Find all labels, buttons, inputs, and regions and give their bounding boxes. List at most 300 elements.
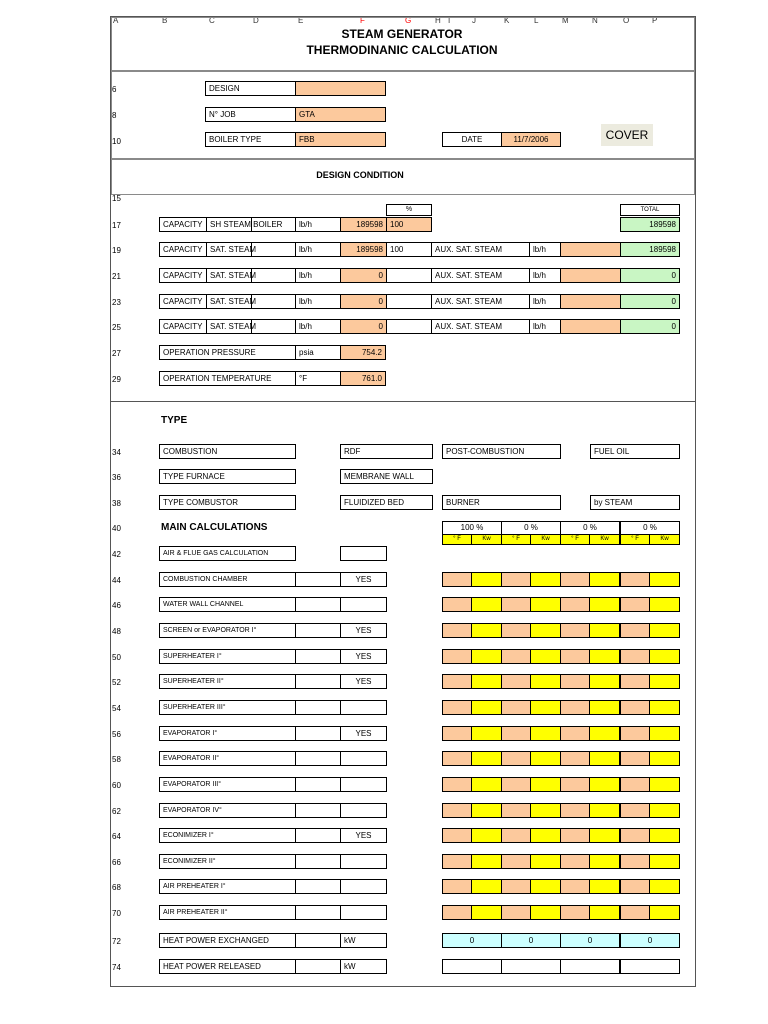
power-cell[interactable]	[589, 597, 620, 612]
capacity-total: 0	[620, 294, 680, 309]
capacity-total: 189598	[620, 217, 680, 232]
heat-power-value: 0	[442, 933, 502, 948]
temperature-cell[interactable]	[620, 854, 650, 869]
calculation-flag[interactable]	[340, 879, 387, 894]
calculation-flag[interactable]: YES	[340, 726, 387, 741]
cell-divider	[251, 294, 252, 309]
heat-power-value: 0	[501, 933, 561, 948]
temperature-cell[interactable]	[442, 623, 472, 638]
temp-unit-header: ° F	[560, 534, 590, 545]
calculation-flag[interactable]	[340, 777, 387, 792]
calculation-flag[interactable]	[340, 700, 387, 715]
column-letter: F	[360, 16, 365, 25]
pressure-value[interactable]: 754.2	[340, 345, 386, 360]
column-letter: M	[562, 16, 569, 25]
row-number: 70	[112, 909, 121, 919]
calculation-cell	[295, 572, 341, 587]
row-number: 60	[112, 780, 121, 790]
column-letter: E	[298, 16, 304, 25]
calculation-flag[interactable]: YES	[340, 828, 387, 843]
pressure-unit: psia	[295, 345, 341, 360]
capacity-label: CAPACITY	[159, 294, 207, 309]
column-letter: L	[534, 16, 539, 25]
percent-header: %	[386, 204, 432, 216]
heat-power-value: 0	[560, 933, 620, 948]
row-number: 66	[112, 857, 121, 867]
capacity-unit: lb/h	[295, 319, 341, 334]
temp-unit-header: ° F	[620, 534, 650, 545]
power-cell[interactable]	[530, 726, 561, 741]
aux-steam-unit: lb/h	[529, 268, 561, 283]
section-divider	[110, 401, 696, 402]
temperature-cell[interactable]	[560, 828, 590, 843]
temperature-cell[interactable]	[501, 700, 531, 715]
power-cell[interactable]	[471, 572, 502, 587]
temperature-cell[interactable]	[442, 828, 472, 843]
capacity-label: CAPACITY	[159, 268, 207, 283]
calculation-label: SCREEN or EVAPORATOR I°	[159, 623, 296, 638]
row-number: 10	[112, 137, 121, 146]
calculation-label: COMBUSTION CHAMBER	[159, 572, 296, 587]
power-cell[interactable]	[471, 905, 502, 920]
capacity-value[interactable]: 0	[340, 294, 387, 309]
power-unit-header: Kw	[530, 534, 561, 545]
temperature-cell[interactable]	[442, 572, 472, 587]
column-letter: H	[435, 16, 441, 25]
job-field[interactable]: GTA	[295, 107, 386, 122]
temperature-cell[interactable]	[560, 854, 590, 869]
power-cell[interactable]	[649, 879, 680, 894]
power-cell[interactable]	[589, 905, 620, 920]
temperature-cell[interactable]	[442, 726, 472, 741]
calculation-flag[interactable]	[340, 546, 387, 561]
power-cell[interactable]	[471, 879, 502, 894]
temperature-cell[interactable]	[620, 674, 650, 689]
date-field[interactable]: 11/7/2006	[501, 132, 561, 147]
temperature-cell[interactable]	[442, 674, 472, 689]
power-cell[interactable]	[471, 623, 502, 638]
heat-power-value	[442, 959, 502, 974]
capacity-label: CAPACITY	[159, 319, 207, 334]
power-cell[interactable]	[530, 905, 561, 920]
capacity-percent	[386, 294, 432, 309]
power-cell[interactable]	[471, 751, 502, 766]
calculation-label: ECONIMIZER II°	[159, 854, 296, 869]
power-cell[interactable]	[530, 854, 561, 869]
temperature-cell[interactable]	[620, 726, 650, 741]
column-letter: G	[405, 16, 412, 25]
boiler-type-field[interactable]: FBB	[295, 132, 386, 147]
capacity-value[interactable]: 0	[340, 319, 387, 334]
power-cell[interactable]	[649, 726, 680, 741]
design-label: DESIGN	[205, 81, 296, 96]
row-number: 56	[112, 729, 121, 739]
temperature-cell[interactable]	[442, 803, 472, 818]
power-cell[interactable]	[471, 803, 502, 818]
calculation-flag[interactable]	[340, 803, 387, 818]
temperature-cell[interactable]	[560, 777, 590, 792]
temperature-cell[interactable]	[620, 777, 650, 792]
calculation-label: AIR & FLUE GAS CALCULATION	[159, 546, 296, 561]
type-option[interactable]: POST-COMBUSTION	[442, 444, 561, 459]
calculation-flag[interactable]	[340, 854, 387, 869]
column-letter: O	[623, 16, 630, 25]
aux-steam-unit: lb/h	[529, 319, 561, 334]
temperature-cell[interactable]	[620, 879, 650, 894]
calculation-cell	[295, 803, 341, 818]
power-cell[interactable]	[530, 623, 561, 638]
row-number: 8	[112, 111, 117, 120]
temperature-cell[interactable]	[501, 879, 531, 894]
row-number: 27	[112, 349, 121, 358]
temp-unit-header: ° F	[442, 534, 472, 545]
power-cell[interactable]	[471, 700, 502, 715]
heat-power-unit: kW	[340, 933, 387, 948]
heat-power-label: HEAT POWER RELEASED	[159, 959, 296, 974]
power-unit-header: Kw	[471, 534, 502, 545]
capacity-value[interactable]: 0	[340, 268, 387, 283]
calculation-label: SUPERHEATER II°	[159, 674, 296, 689]
power-cell[interactable]	[589, 726, 620, 741]
power-cell[interactable]	[589, 700, 620, 715]
capacity-label: CAPACITY	[159, 242, 207, 257]
temperature-value[interactable]: 761.0	[340, 371, 386, 386]
power-cell[interactable]	[649, 649, 680, 664]
calculation-flag[interactable]	[340, 751, 387, 766]
power-cell[interactable]	[471, 828, 502, 843]
calculation-label: EVAPORATOR IV°	[159, 803, 296, 818]
power-cell[interactable]	[530, 597, 561, 612]
row-number: 46	[112, 601, 121, 611]
aux-steam-unit: lb/h	[529, 242, 561, 257]
power-cell[interactable]	[649, 751, 680, 766]
column-letter: B	[162, 16, 168, 25]
power-cell[interactable]	[530, 649, 561, 664]
power-cell[interactable]	[471, 854, 502, 869]
aux-steam-value[interactable]	[560, 242, 621, 257]
type-option[interactable]: FLUIDIZED BED	[340, 495, 433, 510]
capacity-label: CAPACITY	[159, 217, 207, 232]
calculation-label: EVAPORATOR II°	[159, 751, 296, 766]
temperature-cell[interactable]	[501, 905, 531, 920]
temperature-cell[interactable]	[442, 854, 472, 869]
power-cell[interactable]	[471, 649, 502, 664]
temperature-cell[interactable]	[442, 649, 472, 664]
column-letter: K	[504, 16, 510, 25]
design-field[interactable]	[295, 81, 386, 96]
column-letter: J	[472, 16, 476, 25]
aux-steam-label: AUX. SAT. STEAM	[431, 242, 530, 257]
temperature-cell[interactable]	[620, 751, 650, 766]
temperature-cell[interactable]	[560, 726, 590, 741]
row-number: 21	[112, 272, 121, 281]
heat-power-label: HEAT POWER EXCHANGED	[159, 933, 296, 948]
temperature-cell[interactable]	[501, 854, 531, 869]
calculation-cell	[295, 751, 341, 766]
power-cell[interactable]	[530, 674, 561, 689]
calculation-cell	[295, 674, 341, 689]
power-cell[interactable]	[649, 572, 680, 587]
type-option[interactable]: FUEL OIL	[590, 444, 680, 459]
heat-power-cell	[295, 959, 341, 974]
power-cell[interactable]	[589, 828, 620, 843]
calculation-flag[interactable]: YES	[340, 572, 387, 587]
calculation-label: SUPERHEATER I°	[159, 649, 296, 664]
power-cell[interactable]	[649, 803, 680, 818]
power-cell[interactable]	[530, 879, 561, 894]
row-number: 19	[112, 246, 121, 255]
aux-steam-value[interactable]	[560, 319, 621, 334]
temperature-cell[interactable]	[560, 751, 590, 766]
temperature-cell[interactable]	[560, 597, 590, 612]
calculation-label: ECONIMIZER I°	[159, 828, 296, 843]
temperature-cell[interactable]	[442, 597, 472, 612]
calculation-flag[interactable]	[340, 905, 387, 920]
temp-unit-header: ° F	[501, 534, 531, 545]
power-cell[interactable]	[530, 828, 561, 843]
capacity-percent[interactable]: 100	[386, 217, 432, 232]
row-number: 40	[112, 524, 121, 533]
power-cell[interactable]	[649, 777, 680, 792]
calculation-flag[interactable]: YES	[340, 674, 387, 689]
calculation-cell	[295, 879, 341, 894]
row-number: 29	[112, 375, 121, 384]
power-cell[interactable]	[471, 777, 502, 792]
calculation-cell	[295, 649, 341, 664]
power-cell[interactable]	[589, 777, 620, 792]
aux-steam-label: AUX. SAT. STEAM	[431, 294, 530, 309]
capacity-percent	[386, 268, 432, 283]
power-cell[interactable]	[471, 597, 502, 612]
type-label: TYPE FURNACE	[159, 469, 296, 484]
calculation-label: EVAPORATOR I°	[159, 726, 296, 741]
calculation-label: AIR PREHEATER II°	[159, 905, 296, 920]
temperature-cell[interactable]	[501, 572, 531, 587]
column-letter: D	[253, 16, 259, 25]
temperature-cell[interactable]	[620, 905, 650, 920]
type-label: COMBUSTION	[159, 444, 296, 459]
calculation-label: AIR PREHEATER I°	[159, 879, 296, 894]
temperature-cell[interactable]	[560, 879, 590, 894]
power-cell[interactable]	[589, 674, 620, 689]
heat-power-cell	[295, 933, 341, 948]
aux-steam-unit: lb/h	[529, 294, 561, 309]
row-number: 38	[112, 499, 121, 508]
date-label: DATE	[442, 132, 502, 147]
column-letter: P	[652, 16, 658, 25]
calculation-flag[interactable]	[340, 597, 387, 612]
heat-power-unit: kW	[340, 959, 387, 974]
column-letter: C	[209, 16, 215, 25]
row-number: 34	[112, 448, 121, 457]
aux-steam-value[interactable]	[560, 294, 621, 309]
type-option[interactable]: MEMBRANE WALL	[340, 469, 433, 484]
heat-power-value	[501, 959, 561, 974]
cover-button[interactable]: COVER	[601, 124, 653, 146]
type-option[interactable]: RDF	[340, 444, 433, 459]
heat-power-value: 0	[620, 933, 680, 948]
capacity-unit: lb/h	[295, 217, 341, 232]
column-letter: A	[113, 16, 119, 25]
calculation-cell	[295, 597, 341, 612]
power-cell[interactable]	[589, 623, 620, 638]
temperature-cell[interactable]	[501, 623, 531, 638]
power-cell[interactable]	[649, 700, 680, 715]
row-number: 42	[112, 550, 121, 559]
calculation-label: SUPERHEATER III°	[159, 700, 296, 715]
temperature-cell[interactable]	[560, 803, 590, 818]
steam-type: SH STEAM BOILER	[206, 217, 296, 232]
cell-divider	[251, 268, 252, 283]
capacity-unit: lb/h	[295, 242, 341, 257]
type-option[interactable]: by STEAM	[590, 495, 680, 510]
power-cell[interactable]	[649, 854, 680, 869]
temperature-cell[interactable]	[620, 597, 650, 612]
capacity-value[interactable]: 189598	[340, 217, 387, 232]
pressure-label: OPERATION PRESSURE	[159, 345, 296, 360]
row-number: 25	[112, 323, 121, 332]
row-number: 64	[112, 832, 121, 842]
power-cell[interactable]	[649, 597, 680, 612]
page-title: STEAM GENERATOR	[341, 27, 463, 41]
calculation-cell	[295, 623, 341, 638]
row-number: 58	[112, 755, 121, 765]
calculation-label: WATER WALL CHANNEL	[159, 597, 296, 612]
load-header: 0 %	[620, 521, 680, 535]
load-header: 0 %	[501, 521, 561, 535]
temperature-cell[interactable]	[442, 777, 472, 792]
calculation-cell	[295, 700, 341, 715]
temperature-cell[interactable]	[560, 572, 590, 587]
power-cell[interactable]	[649, 674, 680, 689]
aux-steam-value[interactable]	[560, 268, 621, 283]
capacity-total: 0	[620, 268, 680, 283]
steam-type: SAT. STEAM	[206, 242, 296, 257]
temperature-cell[interactable]	[620, 828, 650, 843]
design-condition-title: DESIGN CONDITION	[316, 170, 404, 180]
power-cell[interactable]	[589, 572, 620, 587]
row-number: 17	[112, 221, 121, 230]
load-header: 0 %	[560, 521, 620, 535]
row-number: 68	[112, 883, 121, 893]
calculation-flag[interactable]: YES	[340, 623, 387, 638]
boiler-type-label: BOILER TYPE	[205, 132, 296, 147]
temperature-cell[interactable]	[501, 649, 531, 664]
temperature-cell[interactable]	[442, 879, 472, 894]
heat-power-value	[560, 959, 620, 974]
power-cell[interactable]	[589, 879, 620, 894]
power-cell[interactable]	[471, 674, 502, 689]
power-unit-header: Kw	[649, 534, 680, 545]
temperature-cell[interactable]	[560, 700, 590, 715]
temperature-cell[interactable]	[501, 803, 531, 818]
power-cell[interactable]	[530, 700, 561, 715]
power-cell[interactable]	[649, 905, 680, 920]
steam-type: SAT. STEAM	[206, 294, 296, 309]
calculation-cell	[295, 726, 341, 741]
temperature-cell[interactable]	[620, 623, 650, 638]
temperature-cell[interactable]	[620, 803, 650, 818]
steam-type: SAT. STEAM	[206, 268, 296, 283]
row-number: 54	[112, 703, 121, 713]
power-cell[interactable]	[530, 803, 561, 818]
capacity-total: 189598	[620, 242, 680, 257]
temperature-cell[interactable]	[560, 905, 590, 920]
capacity-percent	[386, 319, 432, 334]
calculation-cell	[295, 828, 341, 843]
type-option[interactable]: BURNER	[442, 495, 561, 510]
temperature-cell[interactable]	[442, 751, 472, 766]
row-number: 36	[112, 473, 121, 482]
temperature-cell[interactable]	[442, 905, 472, 920]
power-cell[interactable]	[530, 777, 561, 792]
temperature-cell[interactable]	[560, 649, 590, 664]
power-cell[interactable]	[530, 751, 561, 766]
temperature-cell[interactable]	[620, 700, 650, 715]
temperature-cell[interactable]	[501, 751, 531, 766]
temperature-cell[interactable]	[560, 623, 590, 638]
heat-power-value	[620, 959, 680, 974]
calculation-flag[interactable]: YES	[340, 649, 387, 664]
temperature-label: OPERATION TEMPERATURE	[159, 371, 296, 386]
calculation-cell	[295, 854, 341, 869]
total-header: TOTAL	[620, 204, 680, 216]
temperature-cell[interactable]	[501, 777, 531, 792]
power-cell[interactable]	[530, 572, 561, 587]
row-number: 48	[112, 626, 121, 636]
power-cell[interactable]	[471, 726, 502, 741]
type-title: TYPE	[161, 415, 188, 426]
cell-divider	[251, 319, 252, 334]
temperature-cell[interactable]	[620, 572, 650, 587]
power-cell[interactable]	[589, 803, 620, 818]
temperature-cell[interactable]	[501, 828, 531, 843]
row-number: 62	[112, 806, 121, 816]
capacity-unit: lb/h	[295, 268, 341, 283]
main-calculations-title: MAIN CALCULATIONS	[161, 522, 268, 533]
row-number: 6	[112, 85, 117, 94]
power-cell[interactable]	[649, 623, 680, 638]
cell-divider	[251, 217, 252, 232]
aux-steam-label: AUX. SAT. STEAM	[431, 319, 530, 334]
power-cell[interactable]	[589, 854, 620, 869]
aux-steam-label: AUX. SAT. STEAM	[431, 268, 530, 283]
temperature-cell[interactable]	[442, 700, 472, 715]
cell-divider	[251, 242, 252, 257]
page-subtitle: THERMODINANIC CALCULATION	[306, 43, 498, 57]
capacity-unit: lb/h	[295, 294, 341, 309]
column-letter: N	[592, 16, 598, 25]
capacity-total: 0	[620, 319, 680, 334]
power-cell[interactable]	[649, 828, 680, 843]
temperature-cell[interactable]	[501, 726, 531, 741]
row-number: 72	[112, 937, 121, 946]
power-cell[interactable]	[589, 751, 620, 766]
temperature-cell[interactable]	[620, 649, 650, 664]
type-label: TYPE COMBUSTOR	[159, 495, 296, 510]
temperature-cell[interactable]	[501, 674, 531, 689]
calculation-cell	[295, 777, 341, 792]
capacity-value[interactable]: 189598	[340, 242, 387, 257]
calculation-label: EVAPORATOR III°	[159, 777, 296, 792]
temperature-cell[interactable]	[501, 597, 531, 612]
power-cell[interactable]	[589, 649, 620, 664]
row-number: 52	[112, 678, 121, 688]
temperature-cell[interactable]	[560, 674, 590, 689]
calculation-cell	[295, 905, 341, 920]
row-number: 50	[112, 652, 121, 662]
load-header: 100 %	[442, 521, 502, 535]
